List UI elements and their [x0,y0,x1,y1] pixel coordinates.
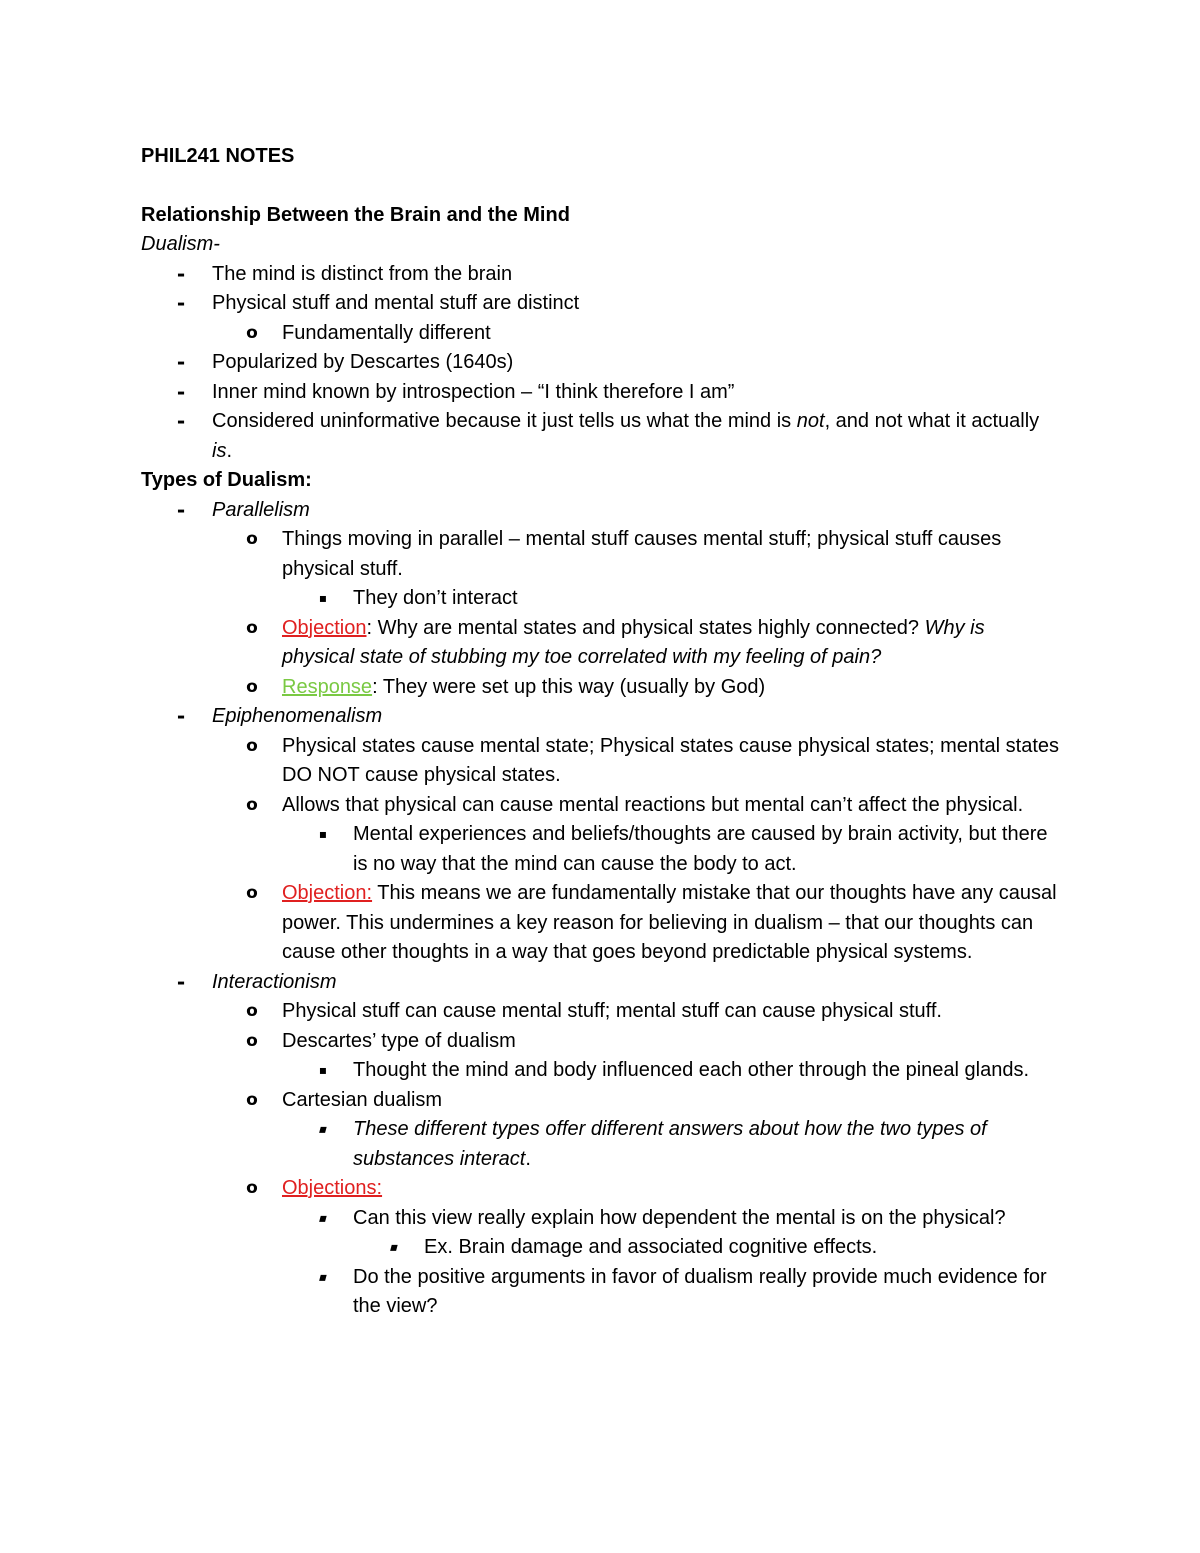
list-item: ▪ Ex. Brain damage and associated cognitive effects. [141,1233,1061,1263]
list-item-response: o Response: They were set up this way (usually by God) [141,673,1061,703]
list-item: ▪ They don’t interact [141,584,1061,614]
circle-bullet: o [246,883,258,903]
dash-bullet: - [176,497,186,522]
list-item-objections [141,1174,1061,1204]
dash-bullet: - [176,261,186,286]
circle-bullet: o [246,794,258,815]
list-item: - Considered uninformative because it just tells us what the mind is not, and not what it actually is. [141,407,1061,466]
dash-bullet: - [176,704,186,728]
list-item: - Physical stuff and mental stuff are distinct [141,289,1061,319]
list-item: - The mind is distinct from the brain [141,260,1061,290]
square-bullet: ▪ [317,1210,330,1225]
dash-bullet: - [176,409,186,433]
document-page [141,142,1061,1322]
page-title: PHIL241 NOTES [141,145,295,167]
list-item: o Physical stuff can cause mental stuff; mental stuff can cause physical stuff. [141,997,1061,1027]
square-bullet: ▪ [318,1063,328,1077]
circle-bullet: o [246,1030,258,1051]
dash-bullet: - [176,291,186,315]
list-item: ▪ Thought the mind and body influenced each other through the pineal glands. [141,1056,1061,1086]
circle-bullet: o [246,1089,258,1110]
response-label: Response [282,675,373,698]
list-item: o Descartes’ type of dualism [141,1027,1061,1057]
dash-bullet: - [176,379,186,404]
list-item: ▪ Do the positive arguments in favor of dualism really provide much evidence for the view? [141,1263,1061,1322]
list-item: ▪ Mental experiences and beliefs/thoughts are caused by brain activity, but there is no way that the mind can cause the body to act. [141,820,1061,879]
square-bullet: ▪ [318,827,328,841]
list-item-epiphenomenalism: - Epiphenomenalism [141,702,1061,732]
dash-bullet: - [176,969,186,994]
list-item: - Inner mind known by introspection – “I think therefore I am” [141,378,1061,408]
list-item: ▪ Can this view really explain how dependent the mental is on the physical? [141,1204,1061,1234]
dualism-label: Dualism- [141,233,220,255]
types-heading: Types of Dualism: [141,469,312,491]
objections-label: Objections: [282,1177,383,1199]
circle-bullet: o [246,529,258,549]
list-item-objection: o Objection: Why are mental states and physical states highly connected? Why is physical state of stubbing my toe correlated with my feeling of pain? [141,614,1061,673]
square-bullet: ▪ [317,1269,330,1284]
circle-bullet: o [246,676,258,697]
circle-bullet: o [246,735,258,756]
list-item-objection: o Objection: This means we are fundamentally mistake that our thoughts have any causal power. This undermines a key reason for believing in dualism – that our thoughts can cause other thoughts in a way that goes beyond predictable physical systems. [141,879,1061,968]
list-item-parallelism: - Parallelism [141,496,1061,526]
objection-label: Objection [282,616,367,639]
circle-bullet: o [246,617,258,638]
circle-bullet: o [246,322,258,343]
square-bullet: ▪ [388,1240,401,1254]
section-heading: Relationship Between the Brain and the Mind [141,203,570,226]
list-item: o Physical states cause mental state; Physical states cause physical states; mental states DO NOT cause physical states. [141,732,1061,791]
list-item: o Allows that physical can cause mental reactions but mental can’t affect the physical. [141,791,1061,821]
square-bullet: ▪ [317,1122,330,1136]
list-item: - Popularized by Descartes (1640s) [141,348,1061,378]
list-item: o Cartesian dualism [141,1086,1061,1116]
circle-bullet: o [246,1001,258,1021]
square-bullet: ▪ [318,591,328,605]
list-item: ▪ These different types offer different answers about how the two types of substances interact. [141,1115,1061,1174]
list-item-interactionism: - Interactionism [141,968,1061,998]
circle-bullet: o [246,1178,258,1198]
objection-label: Objection: [282,882,373,904]
list-item: o Fundamentally different [141,319,1061,349]
list-item: o Things moving in parallel – mental stuff causes mental stuff; physical stuff causes physical stuff. [141,525,1061,584]
dash-bullet: - [176,350,186,374]
